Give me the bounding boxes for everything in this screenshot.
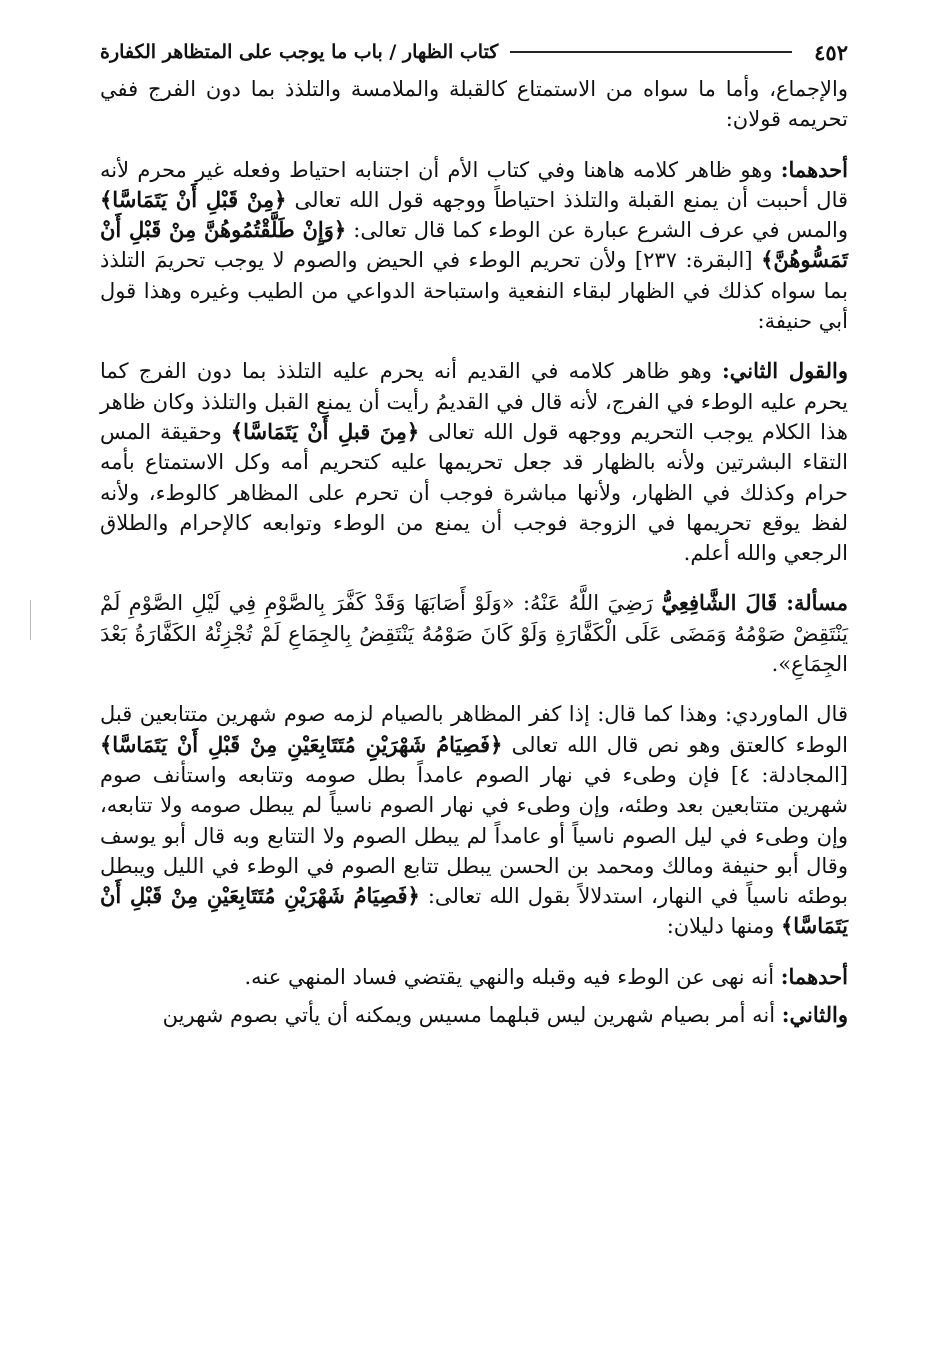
paragraph-text: ومنها دليلان:	[666, 914, 781, 939]
running-title: كتاب الظهار / باب ما يوجب على المتظاهر الكفارة	[100, 41, 499, 63]
quran-verse: ﴿فَصِيَامُ شَهْرَيْنِ مُتَتَابِعَيْنِ مِنْ قَبْلِ أَنْ يَتَمَاسَّا﴾	[100, 883, 848, 939]
paragraph-lead: والثاني:	[781, 1002, 848, 1028]
paragraph-lead: أحدهما:	[780, 156, 848, 182]
quran-verse: ﴿وَإِنْ طَلَّقْتُمُوهُنَّ مِنْ قَبْلِ أَنْ تَمَسُّوهُنَّ﴾	[100, 217, 848, 273]
masala-label: مسألة:	[786, 590, 849, 616]
quran-verse: ﴿مِنْ قَبْلِ أَنْ يَتَمَاسَّا﴾	[100, 186, 287, 212]
paragraph-7	[100, 1000, 848, 1030]
paragraph-text: وهو ظاهر كلامه في القديم أنه يحرم عليه التلذذ بما دون الفرج كما يحرم عليه الوطء في الفرج، لأنه قال في القديمُ رأيت أن يمنع القبل والتلذذ وكان ظاهر هذا الكلام يوجب التحريم ووجهه قول الله تعالى	[100, 359, 848, 444]
paragraph-text: والمس في عرف الشرع عبارة عن الوطء كما قال تعالى:	[346, 218, 848, 243]
masala-author: قَالَ الشَّافِعِيُّ	[661, 590, 787, 616]
paragraph-6	[100, 962, 848, 992]
paragraph-5	[100, 699, 848, 941]
paragraph-3	[100, 356, 848, 568]
quran-verse: ﴿فَصِيَامُ شَهْرَيْنِ مُتَتَابِعَيْنِ مِنْ قَبْلِ أَنْ يَتَمَاسَّا﴾	[100, 731, 503, 757]
paragraph-text: أنه نهى عن الوطء فيه وقبله والنهي يقتضي فساد المنهي عنه.	[244, 964, 781, 989]
header-rule	[510, 51, 792, 53]
paragraph-text: أنه أمر بصيام شهرين ليس قبلهما مسيس ويمكنه أن يأتي بصوم شهرين	[162, 1003, 782, 1028]
paragraph-text: [المجادلة: ٤] فإن وطىء في نهار الصوم عامداً بطل صومه وتتابعه واستأنف صوم شهرين متتابعين بعد وطئه، وإن وطىء في نهار الصوم ناسياً لم يبطل صومه ولا تتابعه، وإن وطىء في ليل الصوم ناسياً أو عامداً لم يبطل الصوم ولا التتابع وبه قال أبو يوسف وقال أبو حنيفة ومالك ومحمد بن الحسن يبطل تتابع الصوم في الوطء في الليل ويبطل بوطئه ناسياً في النهار، استدلالاً بقول الله تعالى:	[100, 762, 849, 909]
paragraph-text: [البقرة: ٢٣٧] ولأن تحريم الوطء في الحيض والصوم لا يوجب تحريمَ التلذذ بما سواه كذلك في الظهار لبقاء النفعية واستباحة الدواعي من الطيب وغيره وهذا قول أبي حنيفة:	[100, 248, 848, 334]
paragraph-text: والإجماع، وأما ما سواه من الاستمتاع كالقبلة والملامسة والتلذذ بما دون الفرج ففي تحريمه قولان:	[100, 77, 848, 132]
masala-quote: رَضِيَ اللَّهُ عَنْهُ: «وَلَوْ أَصَابَهَا وَقَدْ كَفَّرَ بِالصَّوْمِ فِي لَيْلِ الصَّوْمِ لَمْ يَنْتَقِضْ صَوْمُهُ وَمَضَى عَلَى الْكَفَّارَةِ وَلَوْ كَانَ صَوْمُهُ يَنْتَقِضُ بِالجِمَاعِ لَمْ تُجْزِئْهُ الكَفَّارَةُ بَعْدَ الجِمَاعِ».	[100, 591, 848, 677]
paragraph-text: قال الماوردي: وهذا كما قال: إذا كفر المظاهر بالصيام لزمه صوم شهرين متتابعين قبل الوطء كالعتق وهو نص قال الله تعالى	[100, 702, 848, 757]
paragraph-text: وهو ظاهر كلامه هاهنا وفي كتاب الأم أن اجتنابه احتياط وفعله غير محرم لأنه قال أحببت أن يمنع القبلة والتلذذ احتياطاً ووجهه قول الله تعالى	[100, 157, 849, 212]
paragraph-lead: والقول الثاني:	[722, 358, 848, 384]
paragraph-lead: أحدهما:	[780, 963, 848, 989]
paragraph-1	[100, 74, 848, 135]
paragraph-text: وحقيقة المس التقاء البشرتين ولأنه بالظهار قد جعل تحريمها عليه كتحريم أمه وكل الاستمتاع بأمه حرام وكذلك في الظهار، ولأنها مباشرة فوجب أن تحرم على المظاهر كالوطء، ولأنه لفظ يوقع تحريمها في الزوجة فوجب أن يمنع من الوطء وتوابعه كالإحرام والطلاق الرجعي والله أعلم.	[100, 419, 848, 566]
margin-mark	[30, 600, 31, 640]
paragraph-2	[100, 155, 848, 337]
main-text	[100, 74, 848, 1030]
paragraph-masala	[100, 588, 848, 679]
page-number: ٤٥٢	[814, 39, 848, 65]
running-header	[100, 30, 848, 74]
quran-verse: ﴿مِنَ قبلِ أَنْ يَتَمَاسَّا﴾	[230, 418, 420, 444]
